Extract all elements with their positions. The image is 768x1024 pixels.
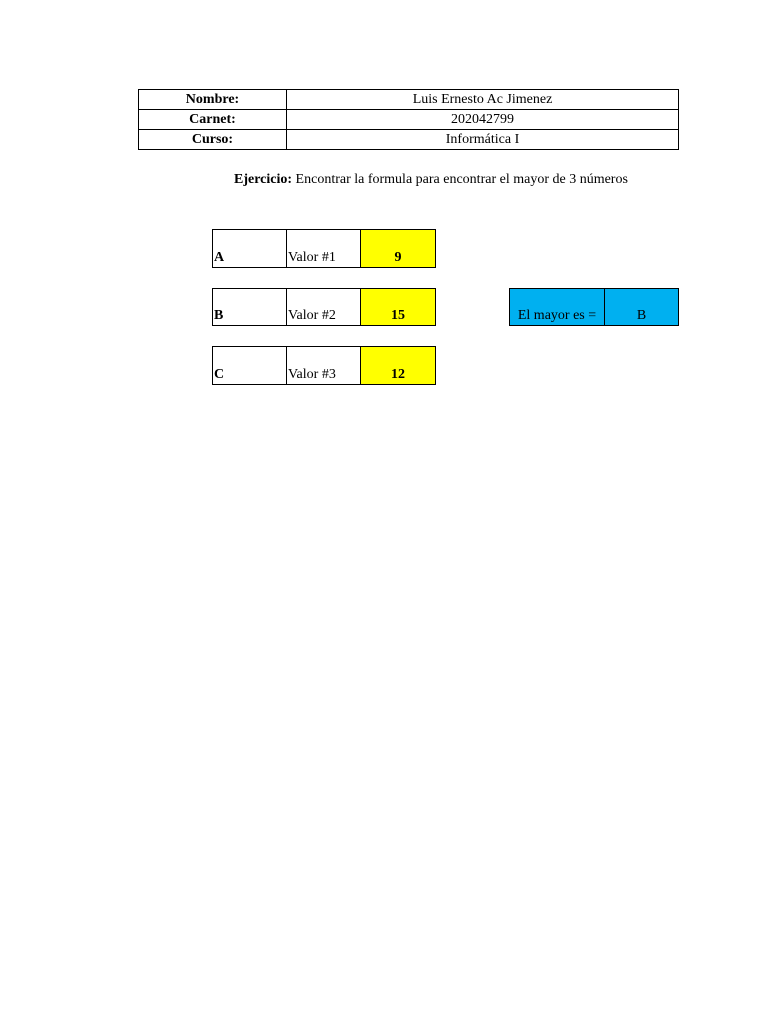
result-value-cell[interactable]: B <box>604 288 679 326</box>
value-label-cell-3[interactable]: Valor #3 <box>286 346 361 385</box>
value-label-cell-1[interactable]: Valor #1 <box>286 229 361 268</box>
info-row-curso <box>139 130 679 150</box>
value-cell-3[interactable]: 12 <box>360 346 436 385</box>
exercise-text: Encontrar la formula para encontrar el mayor de 3 números <box>295 172 628 187</box>
letter-cell-b[interactable]: B <box>212 288 287 326</box>
curso-label[interactable]: Curso: <box>139 130 287 150</box>
curso-value[interactable]: Informática I <box>287 130 679 150</box>
carnet-label[interactable]: Carnet: <box>139 110 287 130</box>
student-info-table <box>138 89 679 150</box>
value-cell-2[interactable]: 15 <box>360 288 436 326</box>
nombre-label[interactable]: Nombre: <box>139 90 287 110</box>
nombre-value[interactable]: Luis Ernesto Ac Jimenez <box>287 90 679 110</box>
value-cell-1[interactable]: 9 <box>360 229 436 268</box>
carnet-value[interactable]: 202042799 <box>287 110 679 130</box>
info-row-carnet <box>139 110 679 130</box>
exercise-statement[interactable] <box>234 172 628 188</box>
info-row-nombre <box>139 90 679 110</box>
result-label-cell[interactable]: El mayor es = <box>509 288 605 326</box>
letter-cell-a[interactable]: A <box>212 229 287 268</box>
value-label-cell-2[interactable]: Valor #2 <box>286 288 361 326</box>
exercise-label: Ejercicio: <box>234 172 293 187</box>
letter-cell-c[interactable]: C <box>212 346 287 385</box>
